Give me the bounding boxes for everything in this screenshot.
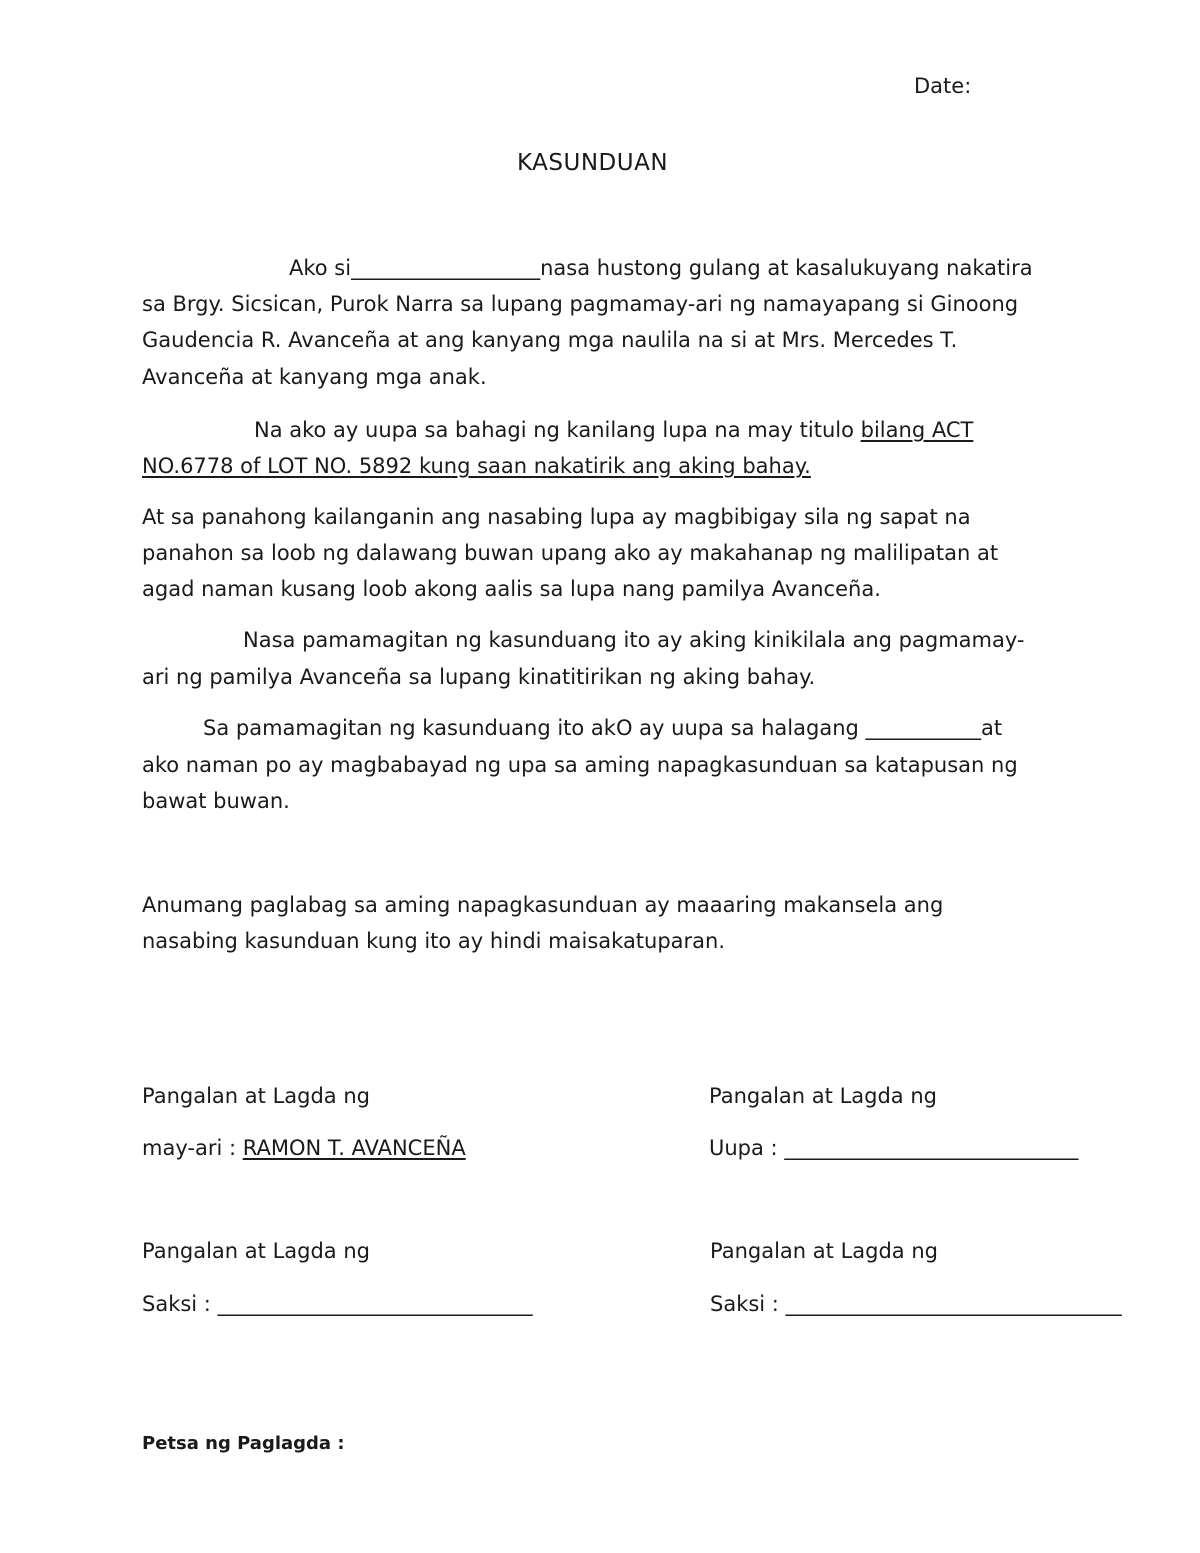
paragraph-5-line-2: ako naman po ay magbabayad ng upa sa aming napagkasunduan sa katapusan ng [142,753,1018,777]
renter-line [709,1136,1078,1160]
paragraph-3-line-3: agad naman kusang loob akong aalis sa lupa nang pamilya Avanceña. [142,577,881,601]
document-title: KASUNDUAN [517,150,669,176]
paragraph-5-line-1 [203,716,1002,740]
owner-name: RAMON T. AVANCEÑA [242,1136,466,1160]
paragraph-3-line-2: panahon sa loob ng dalawang buwan upang ako ay makahanap ng malilipatan at [142,541,999,565]
name-suffix: nasa hustong gulang at kasalukuyang nakatira [540,256,1033,280]
paragraph-1-line-3: Gaudencia R. Avanceña at ang kanyang mga naulila na si at Mrs. Mercedes T. [142,328,958,352]
rent-prefix: Sa pamamagitan ng kasunduang ito akO ay uupa sa halagang [203,716,866,740]
paragraph-1-line-4: Avanceña at kanyang mga anak. [142,365,487,389]
witness-2-blank: ________________________________ [785,1292,1122,1316]
rent-amount-blank: ___________ [865,716,982,740]
owner-line [142,1136,466,1160]
renter-blank: ____________________________ [784,1136,1079,1160]
paragraph-4-line-2: ari ng pamilya Avanceña sa lupang kinatitirikan ng aking bahay. [142,665,816,689]
witness-1-blank: ______________________________ [217,1292,533,1316]
paragraph-2-line-1 [254,418,973,442]
paragraph-1-line-1 [289,256,1033,280]
name-blank: __________________ [351,256,541,280]
renter-label: Pangalan at Lagda ng [709,1084,937,1108]
witness-2-label: Pangalan at Lagda ng [710,1239,938,1263]
witness-2-role: Saksi : [710,1292,786,1316]
date-label: Date: [914,74,972,98]
rent-suffix: at [981,716,1003,740]
paragraph-4-line-1: Nasa pamamagitan ng kasunduang ito ay aking kinikilala ang pagmamay- [243,628,1025,652]
lease-prefix: Na ako ay uupa sa bahagi ng kanilang lupa na may titulo [254,418,861,442]
renter-role: Uupa : [709,1136,785,1160]
owner-label: Pangalan at Lagda ng [142,1084,370,1108]
date-signed-label: Petsa ng Paglagda : [142,1433,345,1454]
paragraph-3-line-1: At sa panahong kailanganin ang nasabing lupa ay magbibigay sila ng sapat na [142,505,971,529]
witness-1-role: Saksi : [142,1292,218,1316]
owner-role: may-ari : [142,1136,243,1160]
witness-1-line [142,1292,533,1316]
paragraph-5-line-3: bawat buwan. [142,789,290,813]
paragraph-6-line-1: Anumang paglabag sa aming napagkasunduan ay maaaring makansela ang [142,893,944,917]
witness-2-line [710,1292,1122,1316]
title-reference-start: bilang ACT [860,418,974,442]
paragraph-6-line-2: nasabing kasunduan kung ito ay hindi maisakatuparan. [142,929,726,953]
paragraph-1-line-2: sa Brgy. Sicsican, Purok Narra sa lupang pagmamay-ari ng namayapang si Ginoong [142,292,1019,316]
witness-1-label: Pangalan at Lagda ng [142,1239,370,1263]
name-prefix: Ako si [289,256,352,280]
paragraph-2-line-2: NO.6778 of LOT NO. 5892 kung saan nakatirik ang aking bahay. [142,454,811,478]
